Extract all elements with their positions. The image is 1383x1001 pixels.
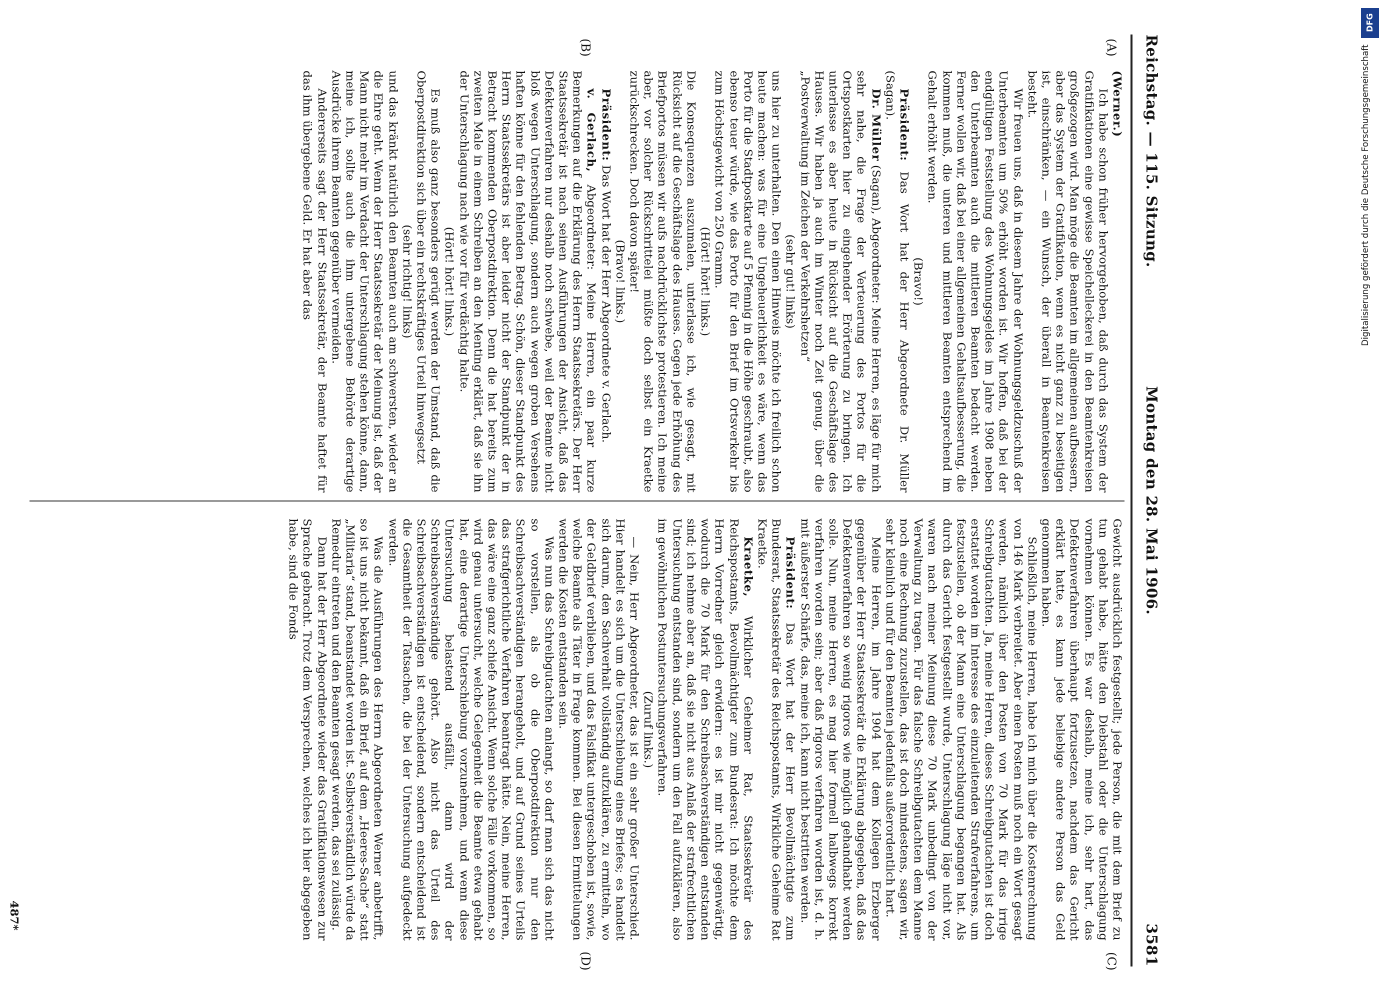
- margin-marker-c: (C): [1104, 951, 1119, 971]
- right-column: [30, 519, 1125, 941]
- paragraph: Was die Ausführungen des Herrn Abgeordneten Werner anbetrifft, so ist uns nicht bekannt, daß ein Brief, auf dem „Heeres-Sache“ statt „Militaria“ stand, beanstandet worden ist. Selbstverständlich würde da Remedur eintreten und den Beamten gesagt werden, das sei zulässig.: [329, 518, 386, 941]
- interjection: (Zuruf links.): [641, 690, 656, 769]
- paragraph: Wir freuen uns, daß in diesem Jahre der Wohnungsgeldzuschuß der Unterbeamten um 50% erhöht worden ist. Wir hoffen, daß bei der endgültigen Feststellung des Wohnungsgeldes im Jahre 1908 neben den Unterbeamten auch die mittleren Beamten bedacht werden. Ferner wollen wir, daß bei einer allgemeinen Gehaltsaufbesserung, die kommen muß, die unteren und mittleren Beamten entsprechend im Gehalt erhöht werden.: [925, 70, 1026, 493]
- paragraph-text: Wirklicher Geheimer Rat, Staatssekretär des Reichspostamts, Bevollmächtigter zum Bundesrat: Ich möchte dem Herrn Vorredner gleich erwidern: es ist mir nicht gegenwärtig, wodurch die 70 Mark für den Schreibsachverständigen entstanden sind; ich nehme aber an, daß sie nicht aus Anlaß der strafrechtlichen Untersuchung entstanden sind, sondern um den Fall aufzuklären, also im gewöhnlichen Postuntersuchungsverfahren.: [656, 518, 756, 941]
- paragraph: — Nein, Herr Abgeordneter, das ist ein sehr großer Unterschied. Hier handelt es sich um die Unterschiebung eines Briefes; es handelt sich darum, den Sachverhalt vollständig aufzuklären, zu ermitteln, wo der Geldbrief verblieben, und das Falsifikat untergeschoben ist, sowie, welche Beamte als Täter in Frage kommen. Bei diesen Ermittelungen werden die Kosten entstanden sein.: [556, 518, 642, 941]
- paragraph: Schließlich, meine Herren, habe ich mich über die Kostenrechnung von 146 Mark verbreitet. Aber einen Posten muß noch ein Wort gesagt werden, nämlich über den Posten von 70 Mark für das irrige Schreibgutachten. Ja, meine Herren, dieses Schreibgutachten ist doch erstattet worden im Interesse des einzuleitenden Strafverfahrens, um festzustellen, ob der Mann eine Unterschlagung begangen hat. Als durch das Gericht festgestellt wurde, Unterschlagung läge nicht vor, waren nach meiner Meinung diese 70 Mark unbedingt von der Verwaltung zu tragen. Für das falsche Schreibgutachten dem Manne noch eine Rechnung zuzustellen, das ist doch mindestens, sagen wir, sehr kleinlich und für den Beamten jedenfalls außerordentlich hart.: [883, 518, 1040, 941]
- text-columns: [30, 71, 1125, 941]
- paragraph-text: Das Wort hat der Herr Abgeordnete Dr. Müller (Sagan).: [883, 70, 912, 493]
- paragraph-text: Abgeordneter: Meine Herren, ein paar kurze Bemerkungen auf die Erklärung des Herrn Staatssekretärs. Der Herr Staatssekretär ist nach seinen Ausführungen der Ansicht, daß das Defektenverfahren nur deshalb noch schwebe, weil der Beamte nicht bloß wegen Unterschlagung, sondern auch wegen groben Versehens haften könne für den fehlenden Betrag. Schön, dieser Standpunkt des Herrn Staatssekretärs ist aber leider nicht der Standpunkt der in Betracht kommenden Oberpostdirektion. Denn die hat bereits zum zweiten Male in einem Schreiben an den Menting erklärt, daß sie ihn der Unterschlagung nach wie vor für verdächtig halte.: [457, 70, 599, 493]
- page-header: [1135, 35, 1161, 967]
- paragraph: und das kränkt natürlich den Beamten auch am schwersten, wieder an die Ehre geht. Wenn der Herr Staatssekretär der Meinung ist, daß der Mann nicht mehr im Verdacht der Unterschlagung stehen könne, dann, meine ich, sollte auch die ihm untergebene Behörde derartige Ausdrücke ihrem Beamten gegenüber vermeiden.: [329, 70, 401, 493]
- digitization-stamp: Digitalisierung gefördert durch die Deutsche Forschungsgemeinschaft: [1361, 44, 1371, 346]
- left-column: [30, 71, 1125, 493]
- speaker-name: Präsident:: [783, 536, 798, 610]
- speaker-name: v. Gerlach,: [584, 88, 599, 173]
- margin-marker-a: (A): [1104, 38, 1119, 57]
- paragraph: Meine Herren, im Jahre 1904 hat dem Kollegen Erzberger gegenüber der Herr Staatssekretär die Erklärung abgegeben, daß das Defektenverfahren so wenig rigoros wie möglich gehandhabt werden solle. Nun, meine Herren, es mag hier formell halbwegs korrekt verfahren worden sein; aber daß rigoros verfahren worden ist, d. h. mit äußerster Schärfe, das, meine ich, kann nicht bestritten werden.: [798, 518, 884, 941]
- paragraph: Die Konsequenzen auszumalen, unterlasse ich, wie gesagt, mit Rücksicht auf die Geschäftslage des Hauses. Gegen jede Erhöhung des Briefportos müssen wir aufs nachdrücklichste protestieren. Ich meine aber, vor solcher Rückschrittelei müßte doch selbst ein Kraetke zurückschrecken. Doch davon später!: [627, 70, 699, 493]
- paragraph: Andererseits sagt der Herr Staatssekretär, der Beamte haftet für das ihm übergebene Geld. Er hat aber das: [300, 70, 330, 493]
- interjection: (Hört! hört! links.): [442, 226, 457, 337]
- paragraph: Es muß also ganz besonders gerügt werden der Umstand, daß die Oberpostdirektion sich über ein rechtskräftiges Urteil hinwegsetzt: [414, 70, 443, 493]
- speaker-name: Präsident:: [599, 88, 614, 162]
- speaker-name: Präsident:: [897, 88, 912, 162]
- interjection: (Bravo!): [911, 257, 926, 306]
- paragraph: Ich habe schon früher hervorgehoben, daß durch das System der Gratifikationen eine gewisse Speichelleckerei in den Beamtenkreisen großgezogen wird. Man möge die Beamten im allgemeinen aufbessern, aber das System der Gratifikation, wenn es nicht ganz zu beseitigen ist, einschränken, — ein Wunsch, der überall in Beamtenkreisen besteht.: [1025, 70, 1111, 493]
- page-number: 3581: [1142, 923, 1161, 967]
- interjection: (sehr gut! links): [783, 234, 798, 329]
- speaker-continuation: (Werner.): [1110, 70, 1125, 138]
- margin-marker-d: (D): [578, 951, 593, 971]
- paragraph: uns hier zu unterhalten. Den einen Hinweis möchte ich freilich schon heute machen: was für eine Ungeheuerlichkeit es wäre, wenn das Porto für die Stadtpostkarte auf 5 Pfennig in die Höhe geschraubt, also ebenso teuer würde, wie das Porto für den Brief im Ortsverkehr bis zum Höchstgewicht von 250 Gramm.: [712, 70, 784, 493]
- interjection: (Hört! hört! links.): [698, 226, 713, 337]
- speaker-name: Dr. Müller: [869, 88, 884, 162]
- paragraph-text: Das Wort hat der Herr Abgeordnete v. Gerlach.: [599, 165, 614, 443]
- interjection: (sehr richtig! links): [400, 224, 415, 339]
- dfg-logo: DFG: [1361, 8, 1379, 38]
- document-page: [0, 1, 1183, 1001]
- paragraph-text: (Sagan), Abgeordneter: Meine Herren, es läge für mich sehr nahe, die Frage der Verteuerung des Portos für die Ortspostkarten hier zu eingehender Erörterung zu bringen. Ich unterlasse es aber heute in Rücksicht auf die Geschäftslage des Hauses. Wir haben ja auch im Winter noch Zeit genug, über die „Postverwaltung im Zeichen der Verkehrshetzen“: [798, 70, 884, 493]
- paragraph: Dann hat der Herr Abgeordnete wieder das Gratifikationswesen zur Sprache gebracht. Trotz dem Versprechen, welches ich hier abgegeben habe, sind die Fonds: [286, 518, 330, 941]
- paragraph: Gewicht ausdrücklich festgestellt; jede Person, die mit dem Brief zu tun gehabt habe, hätte den Diebstahl oder die Unterschlagung vornehmen können. Es war deshalb, meine ich, sehr hart, das Defektenverfahren überhaupt fortzusetzen, nachdem das Gericht erklärt hatte, es kann jede beliebige andere Person das Geld genommen haben.: [1039, 518, 1125, 941]
- header-session: Reichstag. — 115. Sitzung.: [1142, 34, 1161, 268]
- paragraph-text: Das Wort hat der Herr Bevollmächtigte zum Bundesrat, Staatssekretär des Reichspostamts, Wirkliche Geheime Rat Kraetke.: [755, 518, 798, 941]
- interjection: (Bravo! links.): [613, 239, 628, 324]
- sheet-signature: 487*: [7, 900, 22, 931]
- speaker-name: Kraetke,: [741, 536, 756, 598]
- header-rule: [1131, 35, 1133, 967]
- margin-marker-b: (B): [578, 38, 593, 57]
- paragraph: Was nun das Schreibgutachten anlangt, so darf man sich das nicht so vorstellen, als ob die Oberpostdirektion nur den Schreibsachverständigen herangeholt, und auf Grund seines Urteils das strafgerichtliche Verfahren beantragt hätte. Nein, meine Herren, das wäre eine ganz schiefe Ansicht. Wenn solche Fälle vorkommen, so wird genau untersucht, welche Gelegenheit die Beamte etwa gehabt hat, eine derartige Unterschiebung vorzunehmen, und wenn diese Untersuchung belastend ausfällt, dann wird der Schreibsachverständige gehört. Also nicht das Urteil des Schreibsachverständigen ist entscheidend, sondern entscheidend ist die Gesamtheit der Tatsachen, die bei der Untersuchung aufgedeckt werden.: [386, 518, 557, 941]
- header-date: Montag den 28. Mai 1906.: [1142, 386, 1161, 615]
